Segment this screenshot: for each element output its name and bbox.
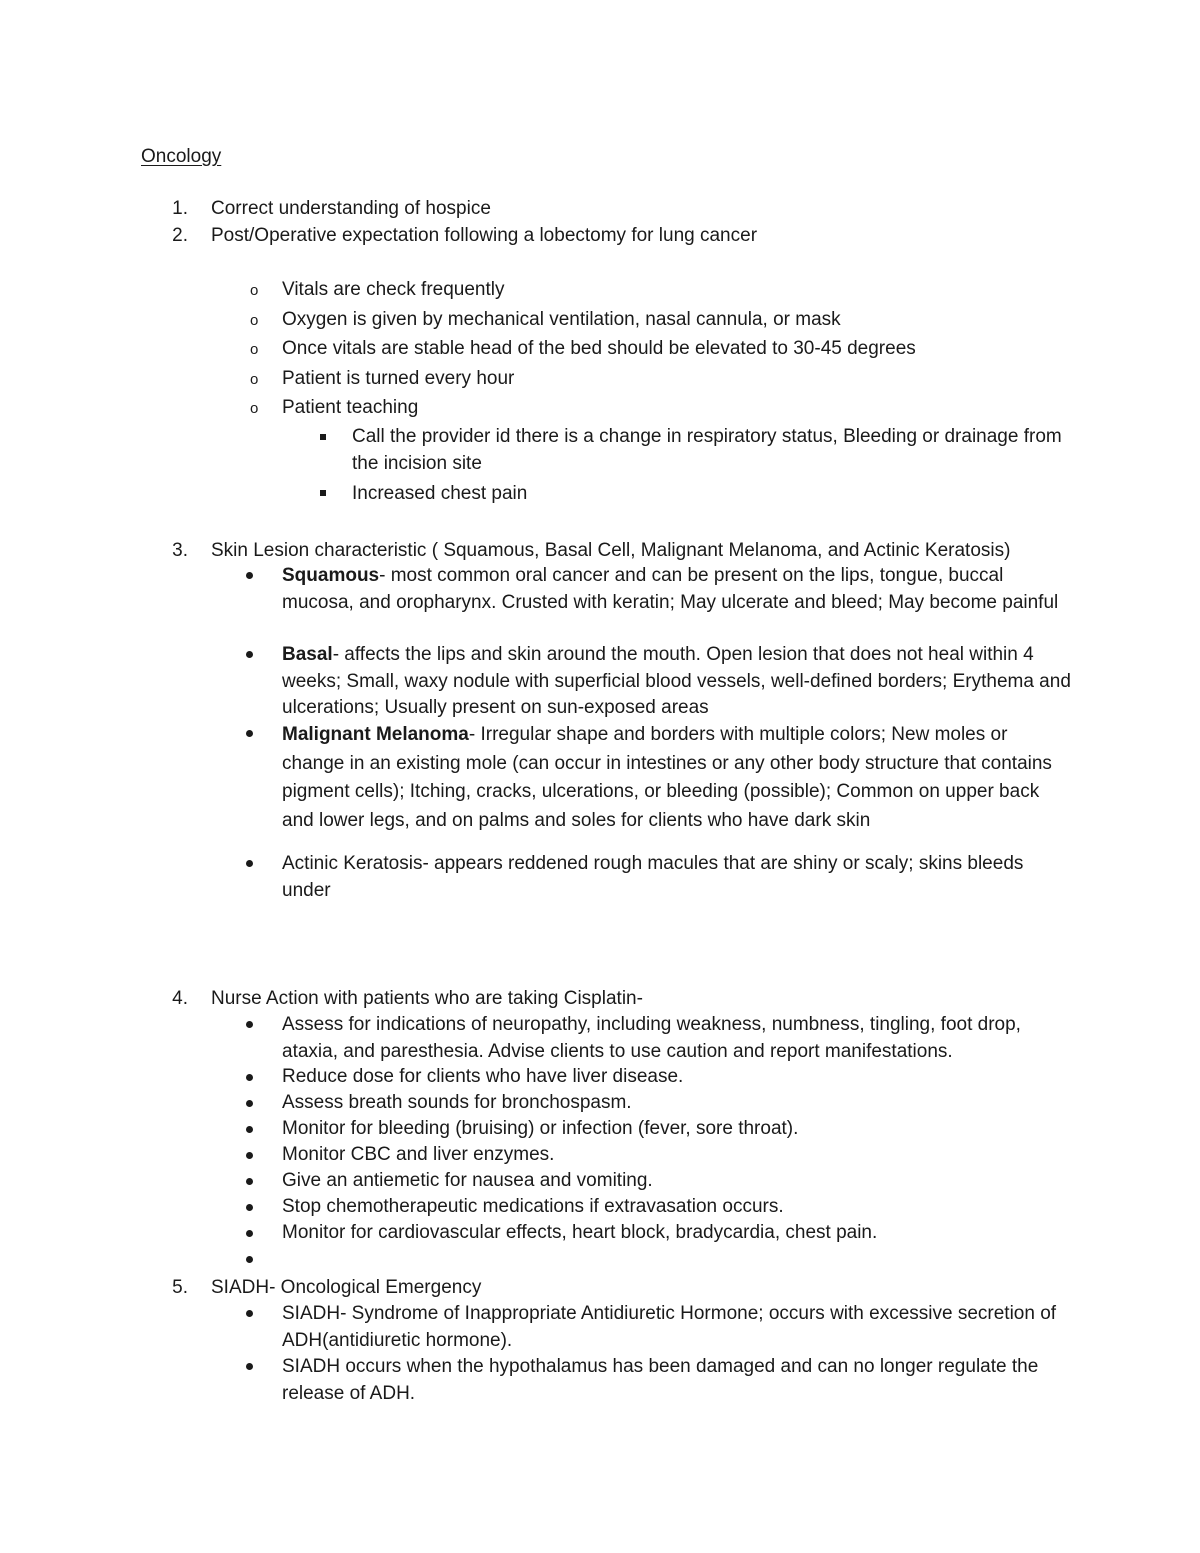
term: Squamous [282, 565, 380, 586]
page-title: Oncology [141, 146, 222, 167]
square-bullet-icon [320, 490, 326, 496]
bullet-icon [246, 1230, 253, 1237]
list-item: Once vitals are stable head of the bed should be elevated to 30-45 degrees [282, 338, 916, 359]
list-item: Malignant Melanoma- Irregular shape and borders with multiple colors; New moles or change in an existing mole (can occur in intestines or any other body structure that contains pigment cells); Itching, cracks, ulcerations, or bleeding (possible); Common on upper back and lower legs, and on palms and soles for clients who have dark skin [282, 724, 1052, 831]
item-text: SIADH- Oncological Emergency [211, 1277, 482, 1298]
bullet-icon [246, 1152, 253, 1159]
square-bullet-icon [320, 434, 326, 440]
list-item: Stop chemotherapeutic medications if extravasation occurs. [282, 1196, 784, 1217]
term: Basal [282, 644, 333, 665]
list-item: Monitor CBC and liver enzymes. [282, 1144, 555, 1165]
bullet-icon [246, 1100, 253, 1107]
list-item: Reduce dose for clients who have liver disease. [282, 1066, 684, 1087]
list-item: Call the provider id there is a change in respiratory status, Bleeding or drainage from the incision site [352, 426, 1062, 474]
item-text: Correct understanding of hospice [211, 198, 491, 219]
circle-bullet-icon: o [250, 341, 259, 358]
list-item: Increased chest pain [352, 483, 528, 504]
list-item: Squamous- most common oral cancer and can be present on the lips, tongue, buccal mucosa, and oropharynx. Crusted with keratin; May ulcerate and bleed; May become painful [282, 565, 1059, 613]
list-item: SIADH- Syndrome of Inappropriate Antidiuretic Hormone; occurs with excessive secretion of ADH(antidiuretic hormone). [282, 1303, 1057, 1351]
list-item: Monitor for bleeding (bruising) or infection (fever, sore throat). [282, 1118, 799, 1139]
list-item: SIADH occurs when the hypothalamus has been damaged and can no longer regulate the release of ADH. [282, 1356, 1039, 1404]
list-item: Actinic Keratosis- appears reddened rough macules that are shiny or scaly; skins bleeds under [282, 853, 1024, 901]
bullet-icon [246, 1256, 253, 1263]
item-number: 4. [172, 988, 188, 1009]
bullet-icon [246, 1310, 253, 1317]
item-number: 2. [172, 225, 188, 246]
term: Malignant Melanoma [282, 724, 469, 745]
bullet-icon [246, 1021, 253, 1028]
bullet-icon [246, 1363, 253, 1370]
bullet-icon [246, 730, 253, 737]
list-item: Assess breath sounds for bronchospasm. [282, 1092, 632, 1113]
item-text: Skin Lesion characteristic ( Squamous, Basal Cell, Malignant Melanoma, and Actinic Keratosis) [211, 540, 1011, 561]
item-number: 3. [172, 540, 188, 561]
list-item: Vitals are check frequently [282, 279, 505, 300]
bullet-icon [246, 572, 253, 579]
bullet-icon [246, 1126, 253, 1133]
bullet-icon [246, 1204, 253, 1211]
bullet-icon [246, 860, 253, 867]
list-item: Monitor for cardiovascular effects, heart block, bradycardia, chest pain. [282, 1222, 878, 1243]
circle-bullet-icon: o [250, 312, 259, 329]
list-item: Oxygen is given by mechanical ventilation, nasal cannula, or mask [282, 309, 841, 330]
bullet-icon [246, 651, 253, 658]
bullet-icon [246, 1074, 253, 1081]
list-item: Basal- affects the lips and skin around the mouth. Open lesion that does not heal within 4 weeks; Small, waxy nodule with superficial blood vessels, well-defined borders; Erythema and ulcerations; Usually present on sun-exposed areas [282, 644, 1071, 718]
list-item: Patient is turned every hour [282, 368, 515, 389]
list-item: Patient teaching [282, 397, 419, 418]
list-item: Give an antiemetic for nausea and vomiting. [282, 1170, 653, 1191]
circle-bullet-icon: o [250, 400, 259, 417]
circle-bullet-icon: o [250, 371, 259, 388]
item-number: 1. [172, 198, 188, 219]
circle-bullet-icon: o [250, 282, 259, 299]
item-text: Post/Operative expectation following a lobectomy for lung cancer [211, 225, 758, 246]
item-number: 5. [172, 1277, 188, 1298]
bullet-icon [246, 1178, 253, 1185]
list-item: Assess for indications of neuropathy, including weakness, numbness, tingling, foot drop, ataxia, and paresthesia. Advise clients to use caution and report manifestations. [282, 1014, 1021, 1062]
item-text: Nurse Action with patients who are taking Cisplatin- [211, 988, 643, 1009]
